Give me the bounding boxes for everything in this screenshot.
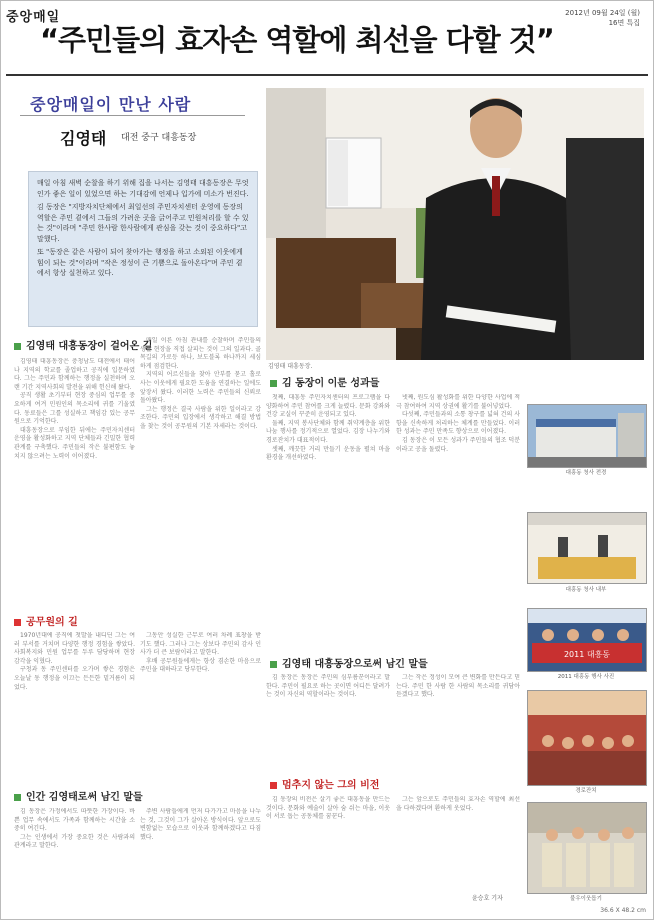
section-title: 김영태 대흥동장으로써 남긴 말들 (282, 659, 428, 670)
section-title: 인간 김영태로써 남긴 말들 (26, 792, 143, 803)
article-column: 주변 사람들에게 먼저 다가가고 마음을 나누는 것, 그것이 그가 살아온 방식이다. 앞으로도 변함없는 모습으로 이웃과 함께하겠다고 다짐했다. (140, 808, 261, 841)
section-title: 멈추지 않는 그의 비전 (282, 780, 380, 791)
kicker-rule (20, 115, 245, 116)
side-photo (527, 512, 647, 584)
section-marker (270, 380, 277, 387)
section-heading (14, 788, 143, 803)
section-marker (14, 619, 21, 626)
summary-text (37, 178, 249, 279)
article-column: 넷째, 원도심 활성화를 위한 다양한 사업에 적극 참여하여 지역 상권에 활기를 불어넣었다. 다섯째, 주민들과의 소통 창구를 넓혀 건의 사항을 신속하게 처리하는 체계를 만들었다. 이러한 성과는 주민 만족도 향상으로 이어졌다. 김 동장은 이 모든 성과가 주민들의 협조 덕분이라고 공을 돌렸다. (396, 394, 520, 453)
section-marker (14, 343, 21, 350)
article-column: 김 동장은 동장은 주민의 심부름꾼이라고 말한다. 주민이 필요로 하는 곳이면 어디든 달려가는 것이 자신의 역할이라는 것이다. (266, 674, 390, 699)
page-number: 16면 특집 (608, 19, 640, 27)
article-column: 그동안 성실한 근무로 여러 차례 표창을 받기도 했다. 그러나 그는 상보다 주민의 감사 인사가 더 큰 보람이라고 말한다. 후배 공무원들에게는 항상 겸손한 마음으로 주민을 대하라고 당부한다. (140, 632, 261, 674)
masthead-logo: 중앙매일 (6, 10, 61, 25)
article-column: 김 동장은 가정에서도 따뜻한 가장이다. 바쁜 업무 속에서도 가족과 함께하는 시간을 소중히 여긴다. 그는 인생에서 가장 중요한 것은 사람과의 관계라고 말한다. (14, 808, 135, 850)
side-photo-caption: 불우이웃돕기 (570, 896, 602, 902)
person-name: 김영태 (60, 129, 107, 148)
article-column: 첫째, 대흥동 주민자치센터의 프로그램을 다양화하여 주민 참여를 크게 늘렸다. 문화 강좌와 건강 교실이 꾸준히 운영되고 있다. 둘째, 지역 봉사단체와 함께 취약계층을 위한 나눔 행사를 정기적으로 열었다. 김장 나누기와 경로잔치가 대표적이다. 셋째, 깨끗한 거리 만들기 운동을 펼쳐 마을 환경을 개선하였다. (266, 394, 390, 462)
section-title: 김 동장이 이룬 성과들 (282, 378, 380, 389)
article-column: 1970년대에 공직에 첫발을 내디딘 그는 여러 부서를 거치며 다양한 행정 경험을 쌓았다. 사회복지와 민원 업무를 두루 담당하며 현장 감각을 익혔다. 구청과 동 주민센터를 오가며 쌓은 경험은 오늘날 동 행정을 이끄는 든든한 밑거름이 되었다. (14, 632, 135, 691)
article-column: 그는 앞으로도 주민들의 효자손 역할에 최선을 다하겠다며 환하게 웃었다. (396, 796, 520, 812)
section-marker (270, 661, 277, 668)
person-title: 대전 중구 대흥동장 (121, 133, 197, 143)
section-heading (270, 776, 379, 791)
summary-box (28, 171, 258, 327)
article-column: 김 동장의 비전은 살기 좋은 대흥동을 만드는 것이다. 문화와 예술이 살아 숨 쉬는 마을, 이웃이 서로 돕는 공동체를 꿈꾼다. (266, 796, 390, 821)
issue-date: 2012년 09월 24일 (월) (565, 9, 640, 17)
section-title: 김영태 대흥동장이 걸어온 길 (26, 341, 153, 352)
side-photo-caption: 대흥동 청사 내부 (565, 587, 607, 593)
side-photo-caption: 2011 대흥동 행사 사진 (557, 674, 615, 680)
section-kicker: 중앙매일이 만난 사람 (30, 95, 192, 114)
main-photo (266, 88, 644, 360)
main-photo-caption: 김영태 대흥동장. (268, 363, 313, 370)
side-photo (527, 690, 647, 786)
article-column: 그는 작은 정성이 모여 큰 변화를 만든다고 믿는다. 주민 한 사람 한 사람의 목소리를 귀담아 듣겠다고 했다. (396, 674, 520, 699)
headline-rule (6, 74, 648, 76)
side-photo-caption: 경로잔치 (575, 788, 597, 794)
side-photo (527, 608, 647, 672)
summary-para: 김 동장은 "지방자치단체에서 최일선의 주민자치센터 운영에 동장의 역할은 주민 곁에서 그들의 가려운 곳을 긁어주고 민원처리를 할 수 있는 것"이라며 "주민 한사람 한사람에게 관심을 갖는 것이 중요하다"고 말했다. (37, 203, 249, 243)
section-heading (14, 613, 78, 628)
section-heading (270, 374, 379, 389)
section-marker (270, 782, 277, 789)
side-photo (527, 802, 647, 894)
side-photo (527, 404, 647, 468)
byline: 윤승호 기자 (472, 895, 503, 902)
section-marker (14, 794, 21, 801)
section-heading (14, 337, 152, 352)
article-column: 매일 이른 아침 관내를 순찰하며 주민들의 생활 현장을 직접 살피는 것이 그의 일과다. 골목길의 가로등 하나, 보도블록 하나까지 세심하게 점검한다. 지역의 어르신들을 찾아 안부를 묻고 홀로 사는 이웃에게 필요한 도움을 연결하는 일에도 앞장서 왔다. 이러한 노력은 주민들의 신뢰로 돌아왔다. 그는 행정은 결국 사람을 위한 일이라고 강조한다. 주민의 입장에서 생각하고 해결 방법을 찾는 것이 공무원의 기본 자세라는 것이다. (140, 337, 261, 430)
headline: “주민들의 효자손 역할에 최선을 다할 것” (40, 23, 554, 57)
section-heading (270, 655, 428, 670)
summary-para: 매일 아침 새벽 순찰을 하기 위해 집을 나서는 김영태 대흥동장은 무엇인가 좋은 일이 있었으면 하는 기대감에 언제나 입가에 미소가 번진다. (37, 179, 249, 198)
page-scale: 36.6 X 48.2 cm (600, 907, 646, 914)
summary-para: 또 "동장은 같은 사람이 되어 찾아가는 행정을 하고 소외된 이웃에게 힘이 되는 것"이라며 "작은 정성이 큰 기쁨으로 돌아온다"며 주민 곁에서 항상 실천하고 있다. (37, 248, 243, 277)
side-photo-caption: 대흥동 청사 전경 (565, 470, 607, 476)
section-title: 공무원의 길 (26, 617, 78, 628)
banner-text: 2011 대흥동 (563, 650, 611, 659)
article-column: 김영태 대흥동장은 충청남도 대전에서 태어나 지역의 학교를 졸업하고 공직에 입문하였다. 그는 주민과 함께하는 행정을 실천하며 오랜 기간 지역사회의 발전을 위해 헌신해 왔다. 공직 생활 초기부터 현장 중심의 업무를 중요하게 여겨 민원인의 목소리에 귀를 기울였다. 동료들은 그를 성실하고 책임감 있는 공무원으로 기억한다. 대흥동장으로 부임한 뒤에는 주민자치센터 운영을 활성화하고 지역 단체들과 긴밀한 협력 관계를 구축했다. 주민들의 작은 불편함도 놓치지 않으려는 노력이 이어졌다. (14, 358, 135, 460)
